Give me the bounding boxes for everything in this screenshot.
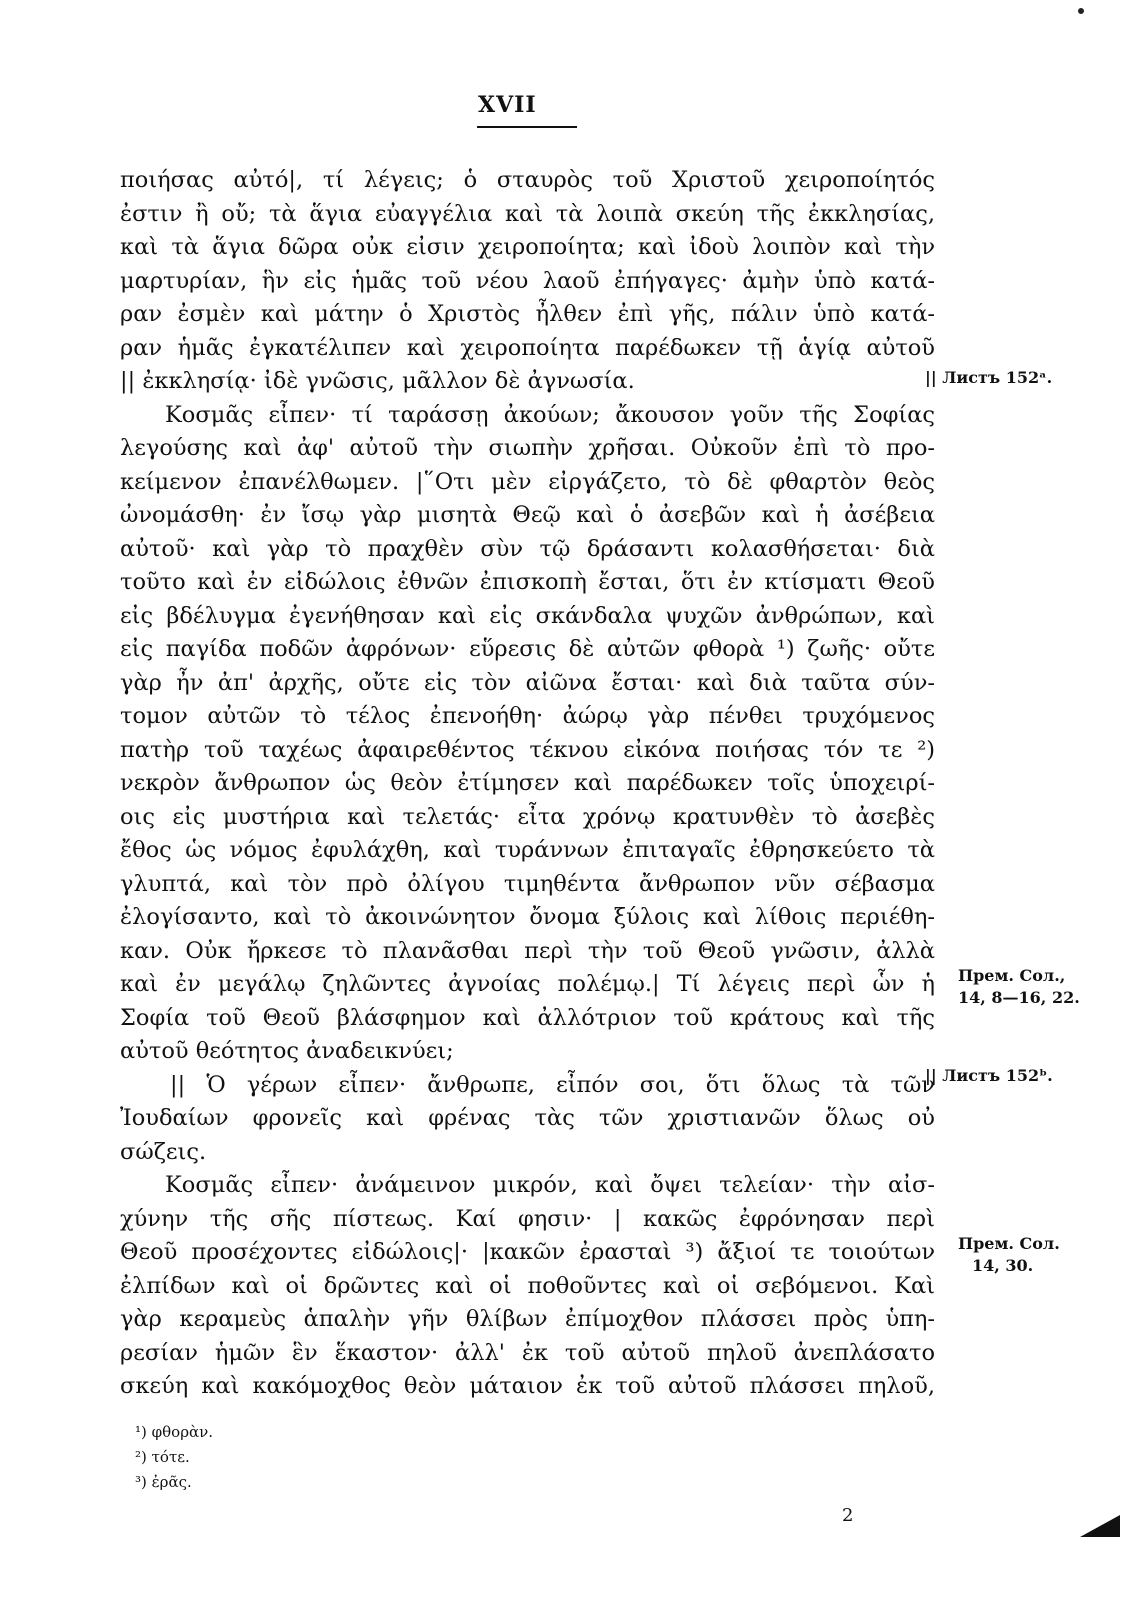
- footnote: ³) ἐρᾶς.: [135, 1473, 192, 1491]
- header-rule: [477, 126, 577, 128]
- text-line: ραν ἐσμὲν καὶ μάτην ὁ Χριστὸς ἦλθεν ἐπὶ γῆς, πάλιν ὑπὸ κατά-: [120, 301, 935, 327]
- text-line: μαρτυρίαν, ἣν εἰς ἡμᾶς τοῦ νέου λαοῦ ἐπήγαγες· ἀμὴν ὑπὸ κατά-: [120, 267, 935, 294]
- folio-number: 2: [842, 1505, 854, 1526]
- margin-note-reference: Прем. Сол.: [958, 1234, 1060, 1253]
- text-line: νεκρὸν ἄνθρωπον ὡς θεὸν ἐτίμησεν καὶ παρέδωκεν τοῖς ὑποχειρί-: [120, 770, 935, 796]
- text-line: καν. Οὐκ ἤρκεσε τὸ πλανᾶσθαι περὶ τὴν τοῦ Θεοῦ γνῶσιν, ἀλλὰ: [120, 937, 935, 964]
- text-line: οις εἰς μυστήρια καὶ τελετάς· εἶτα χρόνῳ κρατυνθὲν τὸ ἀσεβὲς: [120, 803, 935, 830]
- page-number: XVII: [478, 92, 537, 118]
- text-line: ἐλογίσαντο, καὶ τὸ ἀκοινώνητον ὄνομα ξύλοις καὶ λίθοις περιέθη-: [120, 904, 935, 930]
- text-line: γὰρ ἦν ἀπ' ἀρχῆς, οὔτε εἰς τὸν αἰῶνα ἔσται· καὶ διὰ ταῦτα σύν-: [120, 669, 935, 696]
- text-line: ραν ἡμᾶς ἐγκατέλιπεν καὶ χειροποίητα παρέδωκεν τῇ ἁγίᾳ αὐτοῦ: [120, 334, 935, 361]
- margin-note-reference: 14, 8—16, 22.: [958, 988, 1080, 1007]
- text-line: Κοσμᾶς εἶπεν· ἀνάμεινον μικρόν, καὶ ὄψει τελείαν· τὴν αἰσ-: [165, 1172, 935, 1198]
- text-line: ὠνομάσθη· ἐν ἴσῳ γὰρ μισητὰ Θεῷ καὶ ὁ ἀσεβῶν καὶ ἡ ἀσέβεια: [120, 502, 935, 528]
- text-line: || Ὁ γέρων εἶπεν· ἄνθρωπε, εἶπόν σοι, ὅτι ὅλως τὰ τῶν: [170, 1071, 935, 1098]
- text-line: σκεύη καὶ κακόμοχθος θεὸν μάταιον ἐκ τοῦ αὐτοῦ πλάσσει πηλοῦ,: [120, 1373, 935, 1399]
- text-line: Ἰουδαίων φρονεῖς καὶ φρένας τὰς τῶν χριστιανῶν ὅλως οὐ: [120, 1105, 935, 1131]
- text-line: αὐτοῦ· καὶ γὰρ τὸ πραχθὲν σὺν τῷ δράσαντι κολασθήσεται· διὰ: [120, 535, 935, 562]
- text-line: γλυπτά, καὶ τὸν πρὸ ὀλίγου τιμηθέντα ἄνθρωπον νῦν σέβασμα: [120, 870, 935, 897]
- footnote: ¹) φθορὰν.: [135, 1423, 214, 1441]
- text-line: ποιήσας αὐτό|, τί λέγεις; ὁ σταυρὸς τοῦ Χριστοῦ χειροποίητός: [120, 167, 935, 193]
- text-line: γὰρ κεραμεὺς ἁπαλὴν γῆν θλίβων ἐπίμοχθον πλάσσει πρὸς ὑπη-: [120, 1306, 935, 1332]
- text-line: || ἐκκλησίᾳ· ἰδὲ γνῶσις, μᾶλλον δὲ ἀγνωσία.: [120, 368, 635, 394]
- text-line: τοῦτο καὶ ἐν εἰδώλοις ἐθνῶν ἐπισκοπὴ ἔσται, ὅτι ἐν κτίσματι Θεοῦ: [120, 569, 935, 595]
- text-line: τομον αὐτῶν τὸ τέλος ἐπενοήθη· ἀώρῳ γὰρ πένθει τρυχόμενος: [120, 703, 935, 729]
- text-line: Σοφία τοῦ Θεοῦ βλάσφημον καὶ ἀλλότριον τοῦ κράτους καὶ τῆς: [120, 1004, 935, 1031]
- main-text: [120, 164, 935, 1404]
- text-line: καὶ τὰ ἅγια δῶρα οὐκ εἰσιν χειροποίητα; καὶ ἰδοὺ λοιπὸν καὶ τὴν: [120, 234, 935, 260]
- text-line: Θεοῦ προσέχοντες εἰδώλοις|· |κακῶν ἐρασταὶ ³) ἄξιοί τε τοιούτων: [120, 1239, 935, 1265]
- corner-scan-mark: [1080, 1515, 1120, 1537]
- footnotes: [135, 1420, 213, 1495]
- text-line: κείμενον ἐπανέλθωμεν. |῞Οτι μὲν εἰργάζετο, τὸ δὲ φθαρτὸν θεὸς: [120, 468, 935, 495]
- text-line: ἔθος ὡς νόμος ἐφυλάχθη, καὶ τυράννων ἐπιταγαῖς ἐθρησκεύετο τὰ: [120, 837, 935, 863]
- margin-note-folio-152b: || Листъ 152ᵇ.: [925, 1066, 1053, 1085]
- footnote: ²) τότε.: [135, 1448, 190, 1466]
- text-line: εἰς παγίδα ποδῶν ἀφρόνων· εὕρεσις δὲ αὐτῶν φθορὰ ¹) ζωῆς· οὔτε: [120, 636, 935, 662]
- text-line: σώζεις.: [120, 1138, 207, 1165]
- text-line: καὶ ἐν μεγάλῳ ζηλῶντες ἀγνοίας πολέμῳ.| Τί λέγεις περὶ ὧν ἡ: [120, 971, 935, 997]
- margin-note-reference: Прем. Сол.,: [958, 966, 1066, 985]
- text-line: λεγούσης καὶ ἀφ' αὐτοῦ τὴν σιωπὴν χρῆσαι. Οὐκοῦν ἐπὶ τὸ προ-: [120, 435, 935, 461]
- text-line: χύνην τῆς σῆς πίστεως. Καί φησιν· | κακῶς ἐφρόνησαν περὶ: [120, 1205, 935, 1232]
- text-line: εἰς βδέλυγμα ἐγενήθησαν καὶ εἰς σκάνδαλα ψυχῶν ἀνθρώπων, καὶ: [120, 602, 935, 629]
- text-line: αὐτοῦ θεότητος ἀναδεικνύει;: [120, 1038, 454, 1064]
- margin-note-reference: 14, 30.: [972, 1256, 1034, 1275]
- speck-mark: [1078, 8, 1084, 14]
- margin-note-folio-152a: || Листъ 152ᵃ.: [925, 368, 1053, 387]
- text-line: ἐλπίδων καὶ οἱ δρῶντες καὶ οἱ ποθοῦντες καὶ οἱ σεβόμενοι. Καὶ: [120, 1272, 935, 1299]
- text-line: Κοσμᾶς εἶπεν· τί ταράσσῃ ἀκούων; ἄκουσον γοῦν τῆς Σοφίας: [165, 401, 935, 428]
- text-line: ρεσίαν ἡμῶν ἓν ἕκαστον· ἀλλ' ἐκ τοῦ αὐτοῦ πηλοῦ ἀνεπλάσατο: [120, 1339, 935, 1366]
- text-line: πατὴρ τοῦ ταχέως ἀφαιρεθέντος τέκνου εἰκόνα ποιήσας τόν τε ²): [120, 736, 935, 763]
- text-line: ἐστιν ἢ οὔ; τὰ ἅγια εὐαγγέλια καὶ τὰ λοιπὰ σκεύη τῆς ἐκκλησίας,: [120, 200, 935, 227]
